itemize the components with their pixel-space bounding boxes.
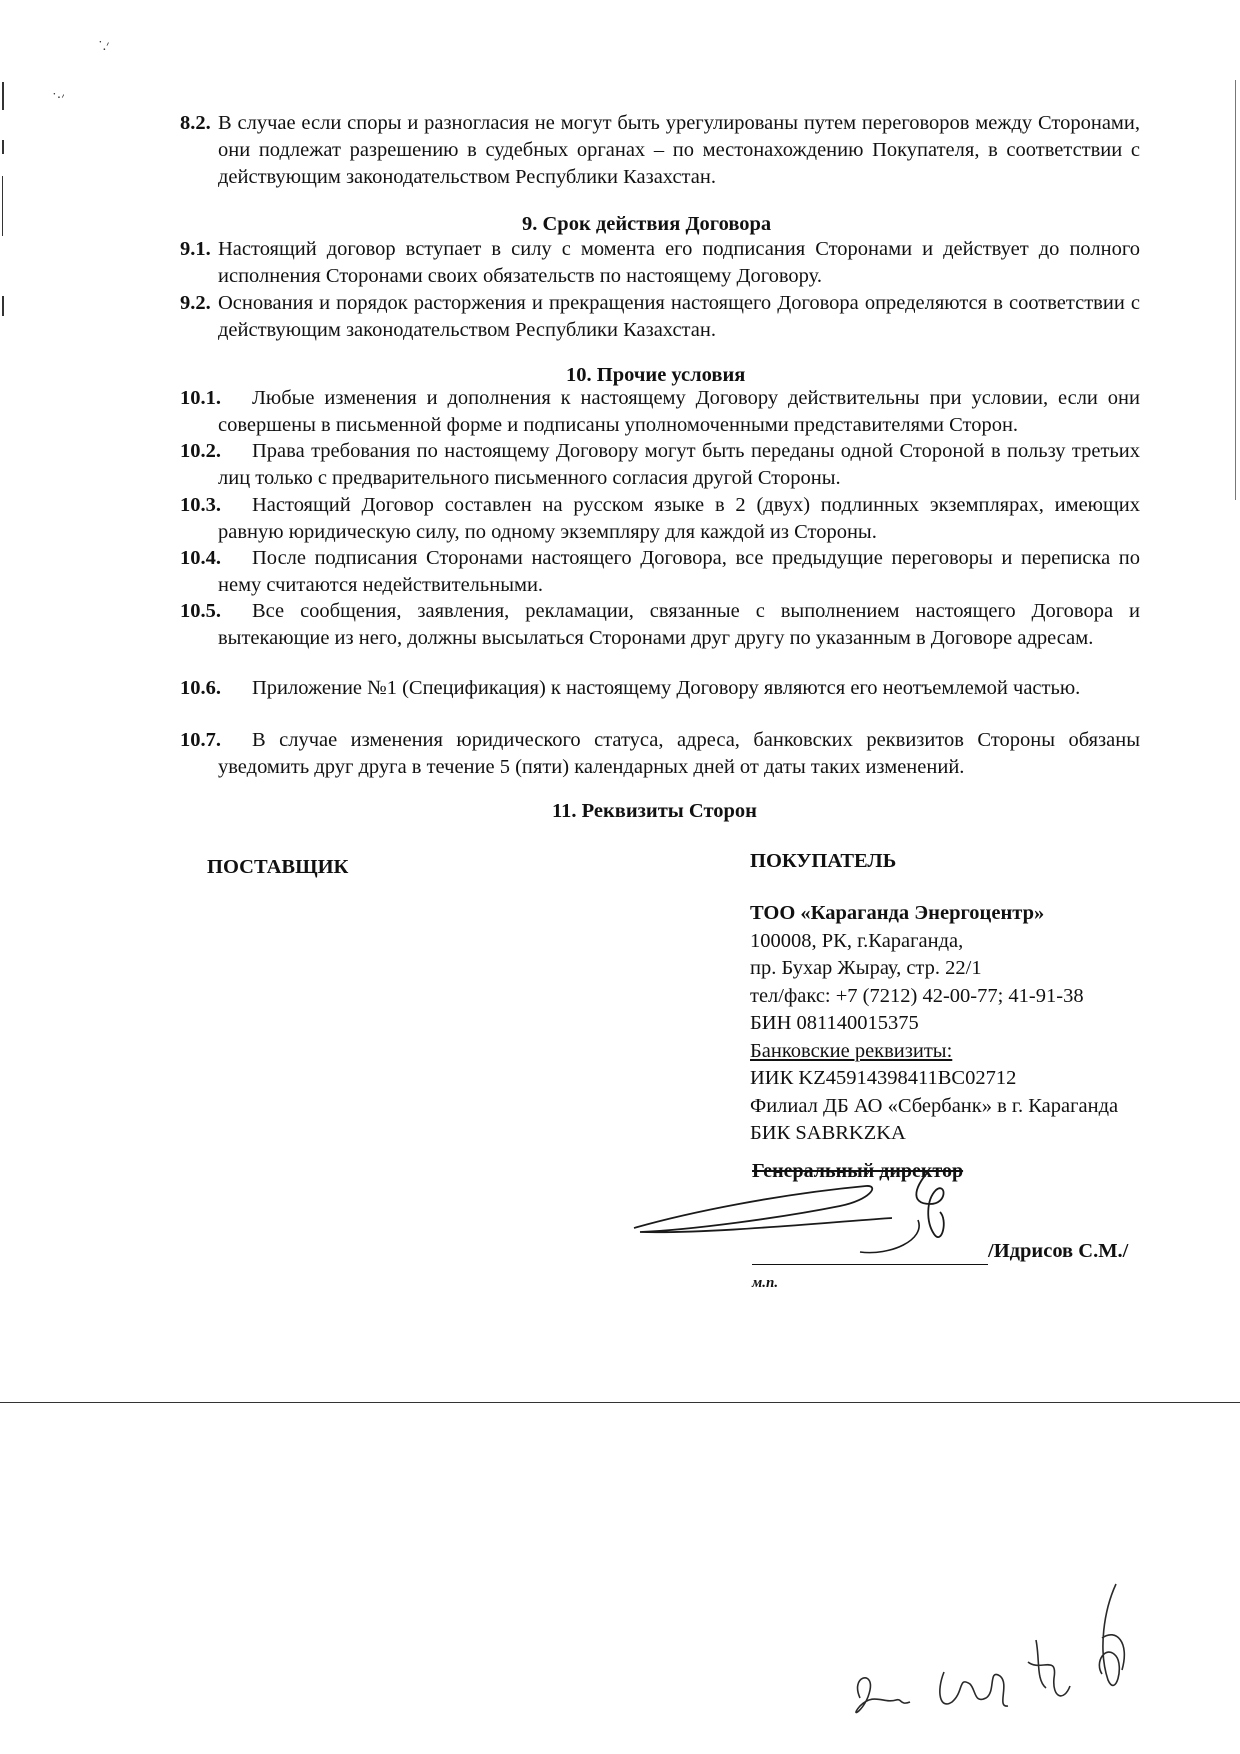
director-title: Генеральный директор [752,1160,964,1182]
section-11-heading: 11. Реквизиты Сторон [552,800,757,822]
clause-number: 10.4. [180,547,221,569]
clause-number: 9.1. [180,238,211,260]
page-bottom-rule [0,1402,1240,1403]
scan-speck: ˙·׳ [52,91,65,106]
clause-10-3 [180,492,1140,546]
clause-number: 10.1. [180,387,221,409]
clause-9-1 [180,236,1140,290]
clause-number: 10.5. [180,600,221,622]
clause-number: 10.7. [180,729,221,751]
buyer-bik: БИК SABRKZKA [750,1122,906,1144]
buyer-label: ПОКУПАТЕЛЬ [750,850,897,872]
clause-number: 10.2. [180,440,221,462]
handwritten-initials [840,1580,1180,1730]
clause-text: В случае если споры и разногласия не могут быть урегулированы путем переговоров между Сторонами, они подлежат разрешению в судебных органах – по местонахождению Покупателя, в соответствии с действующим законодательством Республики Казахстан. [218,112,1140,188]
clause-10-2 [180,438,1140,492]
clause-text: После подписания Сторонами настоящего Договора, все предыдущие переговоры и переписка по нему считаются недействительными. [218,547,1140,596]
clause-10-1 [180,385,1140,439]
scan-edge-mark [2,176,3,236]
buyer-details [750,900,1118,1148]
buyer-iik: ИИК KZ45914398411BC02712 [750,1067,1017,1089]
buyer-company: ТОО «Караганда Энергоцентр» [750,902,1045,924]
signer-name: /Идрисов С.М./ [988,1240,1129,1262]
clause-text: Основания и порядок расторжения и прекращения настоящего Договора определяются в соответствии с действующим законодательством Республики Казахстан. [218,292,1140,341]
clause-text: В случае изменения юридического статуса, адреса, банковских реквизитов Стороны обязаны уведомить друг друга в течение 5 (пяти) календарных дней от даты таких изменений. [218,729,1140,778]
clause-text: Все сообщения, заявления, рекламации, связанные с выполнением настоящего Договора и вытекающие из него, должны высылаться Сторонами друг другу по указанным в Договоре адресам. [218,600,1140,649]
clause-text: Права требования по настоящему Договору могут быть переданы одной Стороной в пользу третьих лиц только с предварительного письменного согласия другой Стороны. [218,440,1140,489]
clause-10-4 [180,545,1140,599]
section-9-heading: 9. Срок действия Договора [522,213,772,235]
buyer-address-line-2: пр. Бухар Жырау, стр. 22/1 [750,957,982,979]
buyer-bin: БИН 081140015375 [750,1012,919,1034]
stamp-place-mark: м.п. [752,1275,779,1291]
scan-edge-mark [2,82,4,110]
clause-9-2 [180,290,1140,344]
clause-10-7 [180,727,1140,781]
buyer-phone: тел/факс: +7 (7212) 42-00-77; 41-91-38 [750,984,1084,1007]
supplier-label: ПОСТАВЩИК [207,856,349,878]
clause-10-5 [180,598,1140,652]
director-signature [630,1160,990,1270]
scan-speck: ˙.׳ [98,39,110,54]
clause-text: Настоящий договор вступает в силу с момента его подписания Сторонами и действует до полного исполнения Сторонами своих обязательств по настоящему Договору. [218,238,1140,287]
clause-number: 10.3. [180,494,221,516]
clause-number: 8.2. [180,112,211,134]
clause-text: Приложение №1 (Спецификация) к настоящему Договору являются его неотъемлемой частью. [252,677,1081,699]
clause-10-6 [180,675,1140,702]
section-10-heading: 10. Прочие условия [566,364,746,386]
buyer-bank-branch: Филиал ДБ АО «Сбербанк» в г. Караганда [750,1094,1119,1117]
scan-edge-mark [2,296,4,316]
clause-text: Любые изменения и дополнения к настоящему Договору действительны при условии, если они совершены в письменной форме и подписаны уполномоченными представителями Сторон. [218,387,1140,436]
clause-8-2 [180,110,1140,191]
signature-line [752,1264,988,1265]
clause-text: Настоящий Договор составлен на русском языке в 2 (двух) подлинных экземплярах, имеющих равную юридическую силу, по одному экземпляру для каждой из Стороны. [218,494,1140,543]
clause-number: 10.6. [180,677,221,699]
buyer-address-line-1: 100008, РК, г.Караганда, [750,929,964,952]
scan-edge-mark [2,140,4,154]
clause-number: 9.2. [180,292,211,314]
bank-details-header: Банковские реквизиты: [750,1039,953,1062]
scan-edge-mark [1235,80,1236,500]
